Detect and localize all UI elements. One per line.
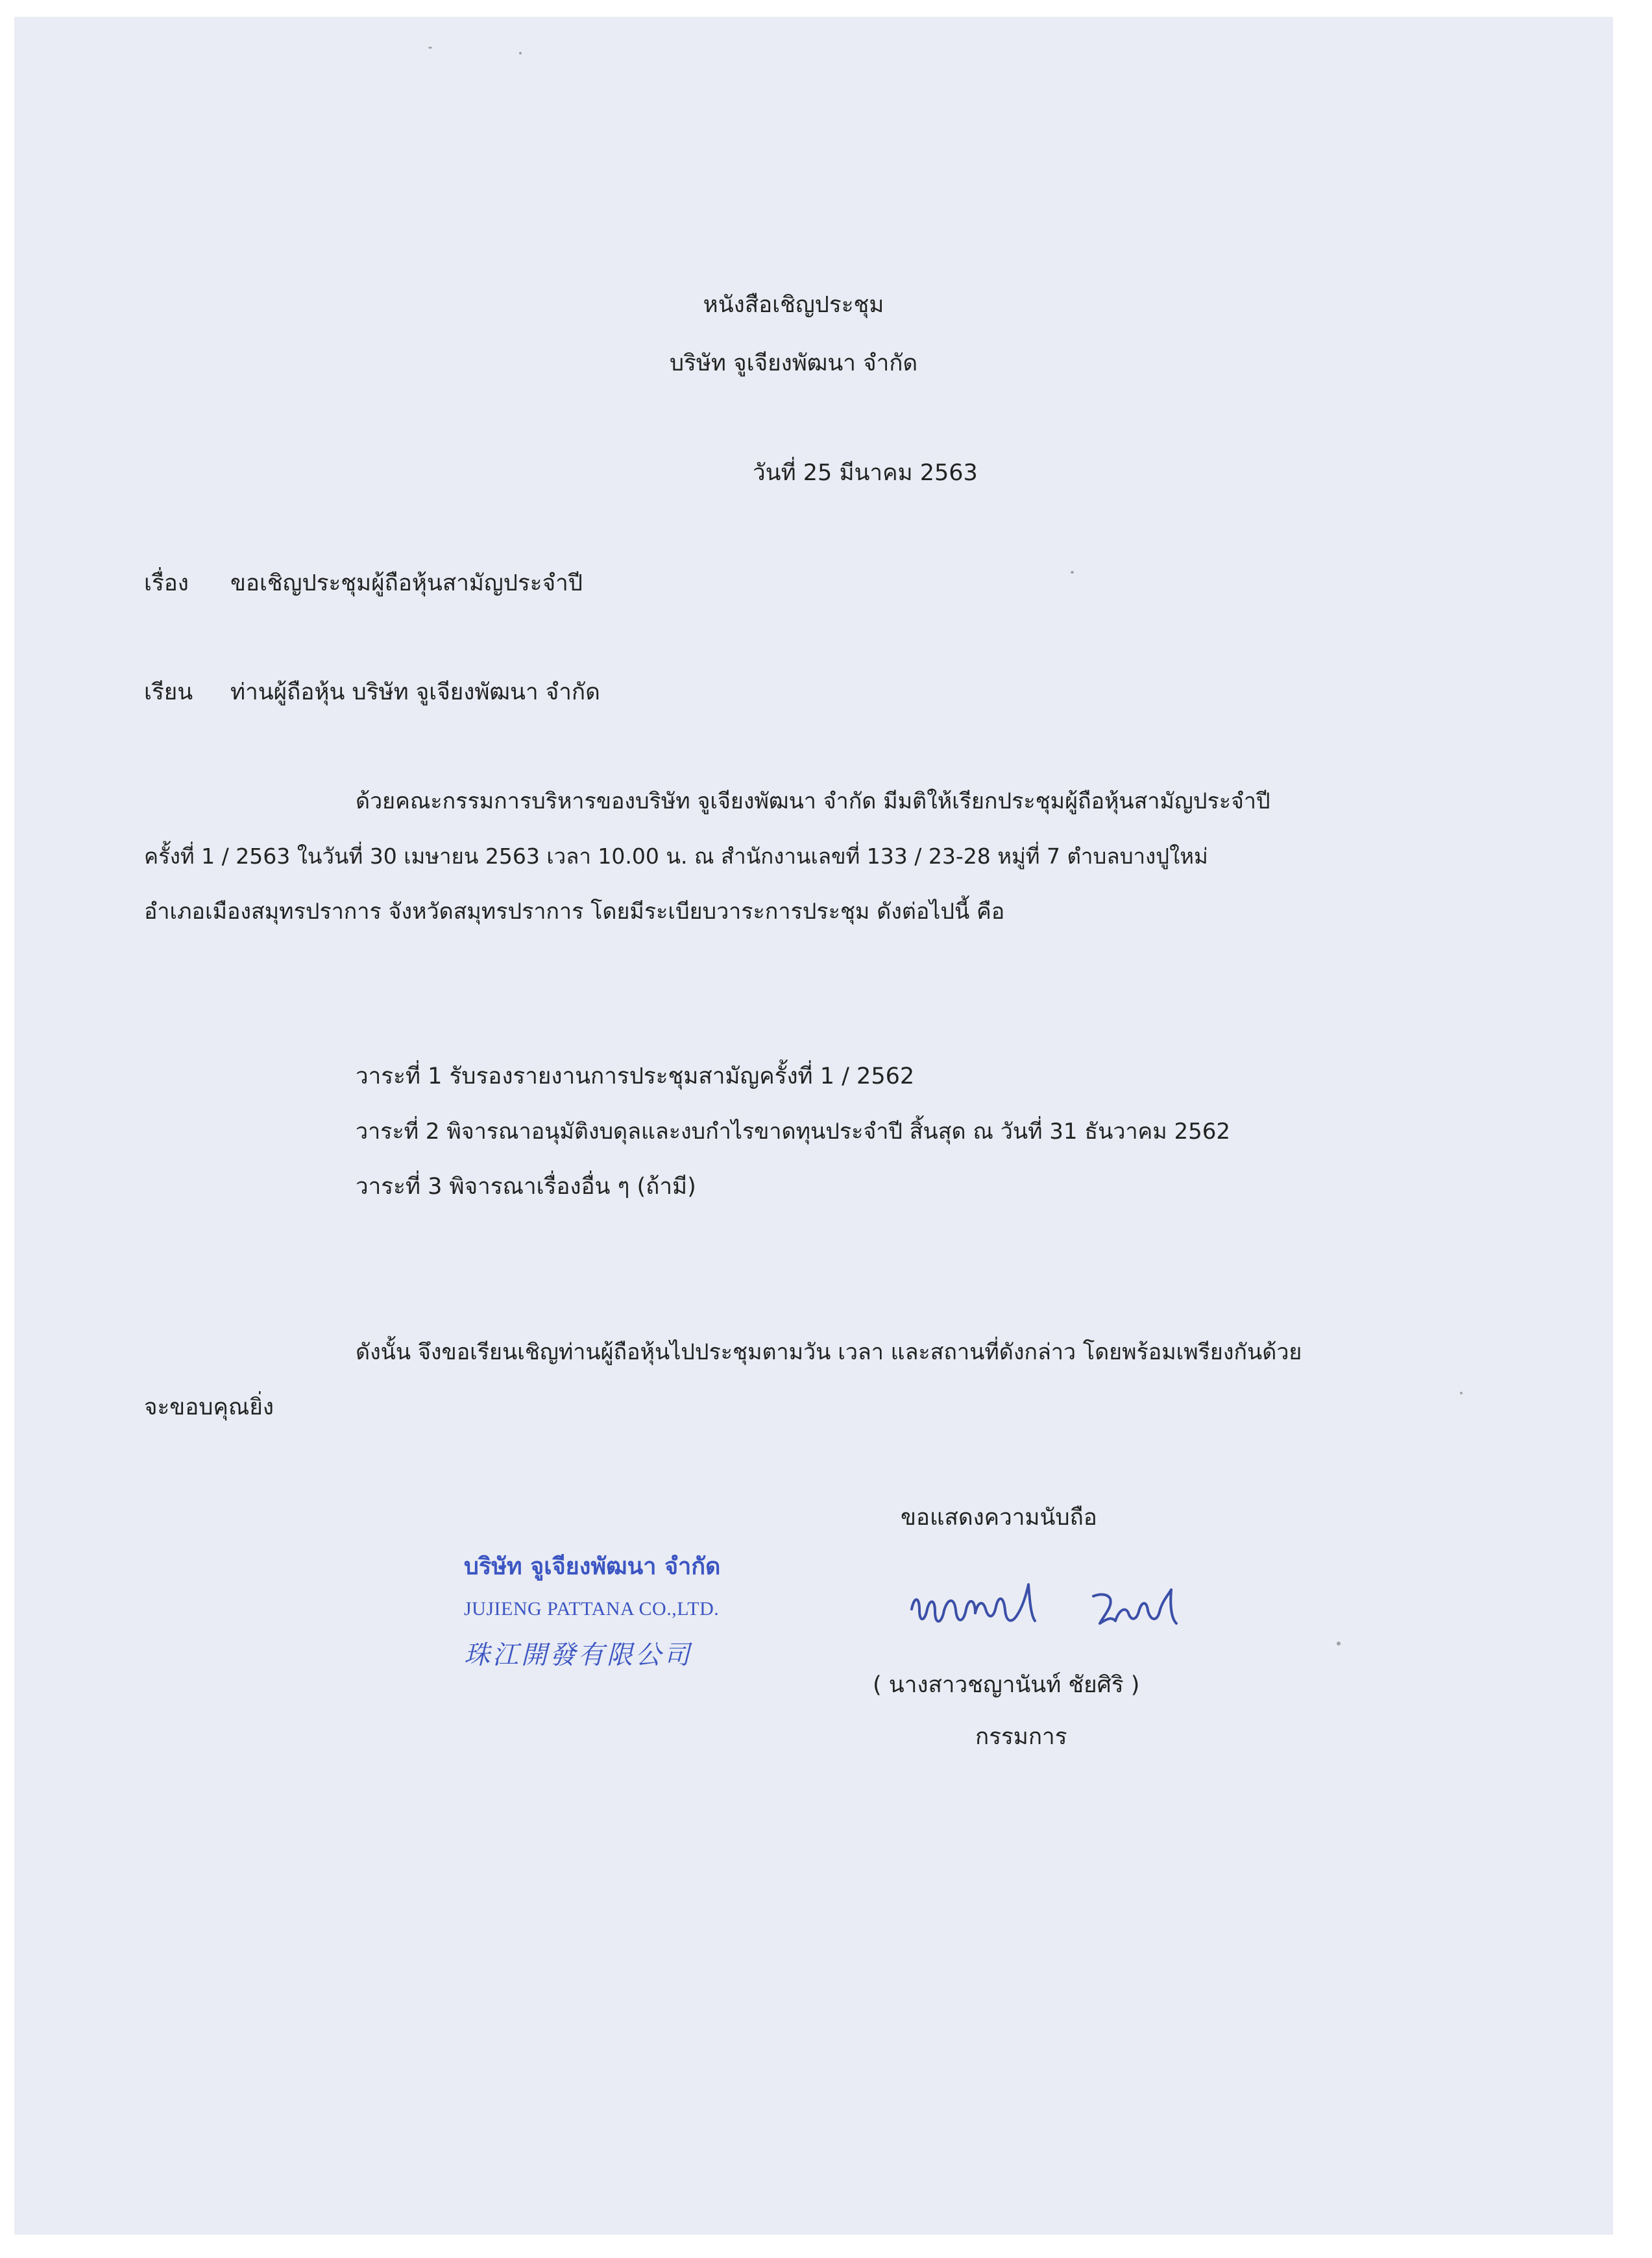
scan-speck bbox=[1071, 571, 1074, 574]
addressee-label: เรียน bbox=[144, 679, 193, 705]
addressee-text: ท่านผู้ถือหุ้น บริษัท จูเจียงพัฒนา จำกัด bbox=[230, 679, 600, 705]
scan-speck bbox=[1337, 1642, 1341, 1645]
document-title: หนังสือเชิญประชุม bbox=[703, 292, 884, 318]
scan-speck bbox=[428, 47, 432, 49]
company-name: บริษัท จูเจียงพัฒนา จำกัด bbox=[669, 350, 918, 376]
handwritten-signature bbox=[905, 1570, 1217, 1648]
scan-speck bbox=[519, 52, 522, 55]
scan-speck bbox=[1460, 1392, 1463, 1394]
stamp-thai-name: บริษัท จูเจียงพัฒนา จำกัด bbox=[464, 1553, 721, 1580]
closing-line-1: ดังนั้น จึงขอเรียนเชิญท่านผู้ถือหุ้นไปประชุมตามวัน เวลา และสถานที่ดังกล่าว โดยพร้อมเพรียงกันด้วย bbox=[356, 1339, 1302, 1365]
document-date: วันที่ 25 มีนาคม 2563 bbox=[753, 460, 978, 486]
stamp-chinese-name: 珠江開發有限公司 bbox=[464, 1640, 692, 1670]
agenda-item-2: วาระที่ 2 พิจารณาอนุมัติงบดุลและงบกำไรขาดทุนประจำปี สิ้นสุด ณ วันที่ 31 ธันวาคม 2562 bbox=[356, 1119, 1231, 1145]
signatory-position: กรรมการ bbox=[975, 1724, 1067, 1750]
body-line-1: ด้วยคณะกรรมการบริหารของบริษัท จูเจียงพัฒนา จำกัด มีมติให้เรียกประชุมผู้ถือหุ้นสามัญประจำปี bbox=[356, 788, 1270, 814]
signatory-name: ( นางสาวชญานันท์ ชัยศิริ ) bbox=[873, 1672, 1140, 1698]
agenda-item-1: วาระที่ 1 รับรองรายงานการประชุมสามัญครั้งที่ 1 / 2562 bbox=[356, 1063, 915, 1089]
stamp-english-name: JUJIENG PATTANA CO.,LTD. bbox=[464, 1598, 720, 1620]
scan-edge bbox=[1613, 0, 1652, 2258]
agenda-item-3: วาระที่ 3 พิจารณาเรื่องอื่น ๆ (ถ้ามี) bbox=[356, 1174, 696, 1200]
closing-line-2: จะขอบคุณยิ่ง bbox=[144, 1394, 274, 1420]
body-line-2: ครั้งที่ 1 / 2563 ในวันที่ 30 เมษายน 2563 เวลา 10.00 น. ณ สำนักงานเลขที่ 133 / 23-28 หมู่ที่ 7 ตำบลบางปูใหม่ bbox=[144, 844, 1208, 869]
body-line-3: อำเภอเมืองสมุทรปราการ จังหวัดสมุทรปราการ โดยมีระเบียบวาระการประชุม ดังต่อไปนี้ คือ bbox=[144, 899, 1005, 925]
subject-text: ขอเชิญประชุมผู้ถือหุ้นสามัญประจำปี bbox=[230, 570, 583, 596]
respect-line: ขอแสดงความนับถือ bbox=[901, 1505, 1097, 1531]
subject-label: เรื่อง bbox=[144, 570, 189, 596]
